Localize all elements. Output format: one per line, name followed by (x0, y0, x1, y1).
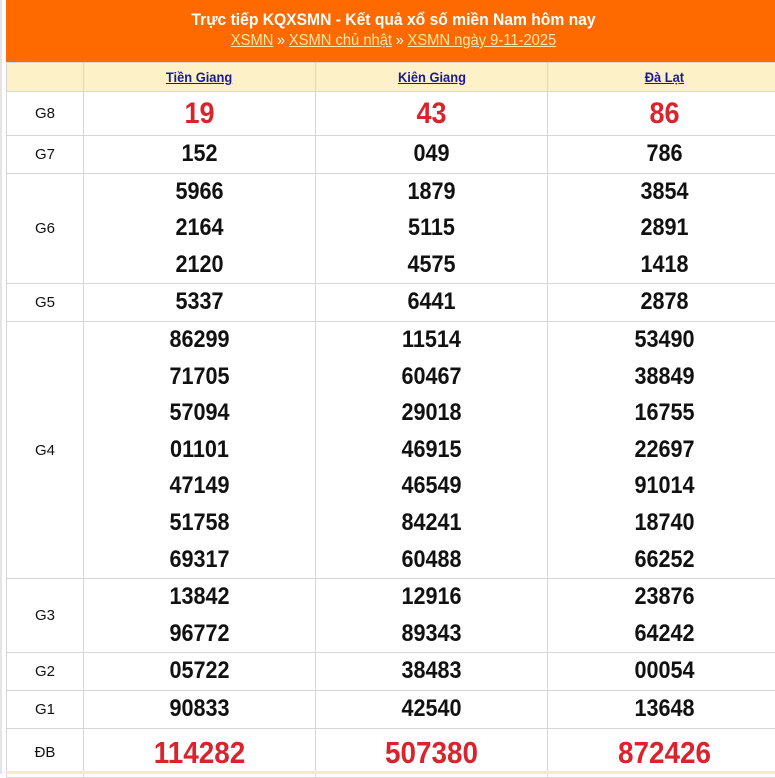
prize-number: 47149 (96, 468, 304, 505)
breadcrumb-xsmn-sunday[interactable]: XSMN chủ nhật (289, 32, 392, 49)
prize-number: 5115 (328, 210, 536, 247)
prize-cell (548, 284, 775, 322)
prize-number: 3854 (560, 174, 770, 211)
prize-number: 89343 (328, 616, 536, 653)
prize-number: 22697 (560, 432, 770, 469)
prize-number: 786 (560, 136, 770, 173)
prize-number: 114282 (96, 729, 304, 777)
prize-label: G6 (7, 173, 84, 284)
prize-number: 60467 (328, 359, 536, 396)
prize-number: 96772 (96, 616, 304, 653)
prize-number: 16755 (560, 395, 770, 432)
prize-label: ĐB (7, 728, 84, 777)
prize-label: G2 (7, 653, 84, 691)
prize-number: 00054 (560, 653, 770, 690)
prize-number: 60488 (328, 542, 536, 579)
results-banner (6, 0, 775, 62)
prize-cell (316, 321, 548, 578)
prize-number: 64242 (560, 616, 770, 653)
province-link-kien-giang[interactable]: Kiên Giang (398, 69, 466, 85)
prize-number: 049 (328, 136, 536, 173)
prize-number: 57094 (96, 395, 304, 432)
prize-label: G7 (7, 136, 84, 174)
prize-number: 23876 (560, 579, 770, 616)
prize-number: 13842 (96, 579, 304, 616)
prize-number: 4575 (328, 247, 536, 284)
prize-number: 29018 (328, 395, 536, 432)
prize-cell (84, 690, 316, 728)
prize-number: 38483 (328, 653, 536, 690)
prize-number: 43 (328, 92, 536, 135)
prize-cell (548, 321, 775, 578)
prize-number: 507380 (328, 729, 536, 777)
results-table (6, 62, 775, 778)
prize-cell (548, 579, 775, 653)
prize-number: 152 (96, 136, 304, 173)
prize-number: 86 (560, 92, 770, 135)
prize-number: 46549 (328, 468, 536, 505)
prize-number: 1418 (560, 247, 770, 284)
prize-number: 19 (96, 92, 304, 135)
prize-cell (84, 728, 316, 777)
prize-row-g1 (7, 690, 775, 728)
prize-cell (316, 173, 548, 284)
province-header (548, 63, 775, 92)
prize-number: 69317 (96, 542, 304, 579)
prize-cell (548, 92, 775, 136)
prize-label: G8 (7, 92, 84, 136)
province-link-da-lat[interactable]: Đà Lạt (645, 69, 684, 85)
prize-number: 2164 (96, 210, 304, 247)
prize-number: 05722 (96, 653, 304, 690)
prize-row-g5 (7, 284, 775, 322)
prize-number: 38849 (560, 359, 770, 396)
prize-number: 1879 (328, 174, 536, 211)
prize-cell (316, 284, 548, 322)
prize-label: G5 (7, 284, 84, 322)
prize-cell (84, 173, 316, 284)
page-edge (0, 0, 2, 774)
prize-number: 6441 (328, 284, 536, 321)
prize-row-g7 (7, 136, 775, 174)
province-link-tien-giang[interactable]: Tiền Giang (166, 69, 232, 85)
prize-label: G1 (7, 690, 84, 728)
prize-number: 13648 (560, 691, 770, 728)
prize-cell (548, 173, 775, 284)
prize-row-g2 (7, 653, 775, 691)
prize-cell (548, 136, 775, 174)
prize-cell (84, 579, 316, 653)
prize-cell (84, 284, 316, 322)
province-header-row (7, 63, 775, 92)
prize-cell (548, 653, 775, 691)
prize-row-db (7, 728, 775, 777)
prize-number: 42540 (328, 691, 536, 728)
page-title: Trực tiếp KQXSMN - Kết quả xổ số miền Nam hôm nay (37, 10, 750, 30)
prize-number: 84241 (328, 505, 536, 542)
header-blank (7, 63, 84, 92)
prize-cell (316, 690, 548, 728)
prize-number: 18740 (560, 505, 770, 542)
prize-cell (548, 728, 775, 777)
prize-number: 11514 (328, 322, 536, 359)
prize-row-g3 (7, 579, 775, 653)
prize-number: 90833 (96, 691, 304, 728)
prize-number: 91014 (560, 468, 770, 505)
prize-number: 2120 (96, 247, 304, 284)
breadcrumb (37, 31, 750, 51)
prize-cell (316, 653, 548, 691)
prize-cell (84, 136, 316, 174)
prize-cell (316, 579, 548, 653)
prize-cell (84, 92, 316, 136)
prize-number: 872426 (560, 729, 770, 777)
prize-cell (316, 728, 548, 777)
results-container (6, 0, 775, 778)
prize-number: 5966 (96, 174, 304, 211)
prize-number: 46915 (328, 432, 536, 469)
breadcrumb-separator: » (396, 32, 404, 49)
prize-number: 86299 (96, 322, 304, 359)
prize-cell (548, 690, 775, 728)
prize-number: 53490 (560, 322, 770, 359)
prize-number: 51758 (96, 505, 304, 542)
breadcrumb-xsmn-date[interactable]: XSMN ngày 9-11-2025 (408, 32, 557, 49)
prize-row-g6 (7, 173, 775, 284)
province-header (316, 63, 548, 92)
prize-number: 2891 (560, 210, 770, 247)
prize-cell (84, 321, 316, 578)
prize-cell (316, 92, 548, 136)
prize-label: G4 (7, 321, 84, 578)
breadcrumb-separator: » (277, 32, 285, 49)
province-header (84, 63, 316, 92)
prize-number: 2878 (560, 284, 770, 321)
prize-number: 66252 (560, 542, 770, 579)
prize-cell (84, 653, 316, 691)
prize-cell (316, 136, 548, 174)
prize-number: 01101 (96, 432, 304, 469)
prize-number: 5337 (96, 284, 304, 321)
prize-number: 12916 (328, 579, 536, 616)
prize-label: G3 (7, 579, 84, 653)
prize-row-g4 (7, 321, 775, 578)
breadcrumb-xsmn[interactable]: XSMN (231, 32, 274, 49)
prize-number: 71705 (96, 359, 304, 396)
prize-row-g8 (7, 92, 775, 136)
